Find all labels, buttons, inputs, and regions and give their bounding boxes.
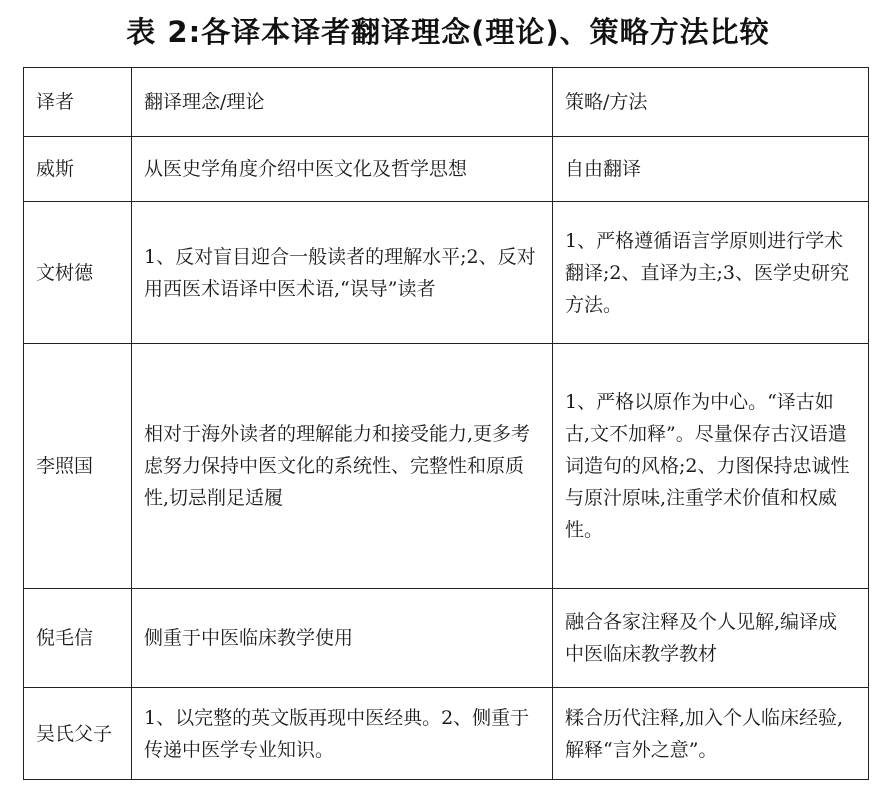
comparison-table xyxy=(23,67,869,780)
translator-cell: 吴氏父子 xyxy=(24,688,132,780)
philosophy-cell: 侧重于中医临床教学使用 xyxy=(132,589,553,688)
table-row xyxy=(24,137,869,202)
header-strategy: 策略/方法 xyxy=(553,68,869,137)
strategy-cell: 1、严格遵循语言学原则进行学术翻译;2、直译为主;3、医学史研究方法。 xyxy=(553,202,869,344)
table-row xyxy=(24,344,869,589)
table-header-row xyxy=(24,68,869,137)
strategy-cell: 自由翻译 xyxy=(553,137,869,202)
translator-cell: 李照国 xyxy=(24,344,132,589)
strategy-cell: 糅合历代注释,加入个人临床经验,解释“言外之意”。 xyxy=(553,688,869,780)
translator-cell: 倪毛信 xyxy=(24,589,132,688)
page-title: 表 2:各译本译者翻译理念(理论)、策略方法比较 xyxy=(126,15,770,49)
header-translator: 译者 xyxy=(24,68,132,137)
translator-cell: 文树德 xyxy=(24,202,132,344)
philosophy-cell: 从医史学角度介绍中医文化及哲学思想 xyxy=(132,137,553,202)
table-row xyxy=(24,589,869,688)
table-row xyxy=(24,688,869,780)
translator-cell: 威斯 xyxy=(24,137,132,202)
philosophy-cell: 1、以完整的英文版再现中医经典。2、侧重于传递中医学专业知识。 xyxy=(132,688,553,780)
philosophy-cell: 相对于海外读者的理解能力和接受能力,更多考虑努力保持中医文化的系统性、完整性和原质性,切忌削足适履 xyxy=(132,344,553,589)
header-philosophy: 翻译理念/理论 xyxy=(132,68,553,137)
philosophy-cell: 1、反对盲目迎合一般读者的理解水平;2、反对用西医术语译中医术语,“误导”读者 xyxy=(132,202,553,344)
strategy-cell: 1、严格以原作为中心。“译古如古,文不加释”。尽量保存古汉语遣词造句的风格;2、力图保持忠诚性与原汁原味,注重学术价值和权威性。 xyxy=(553,344,869,589)
strategy-cell: 融合各家注释及个人见解,编译成中医临床教学教材 xyxy=(553,589,869,688)
table-row xyxy=(24,202,869,344)
